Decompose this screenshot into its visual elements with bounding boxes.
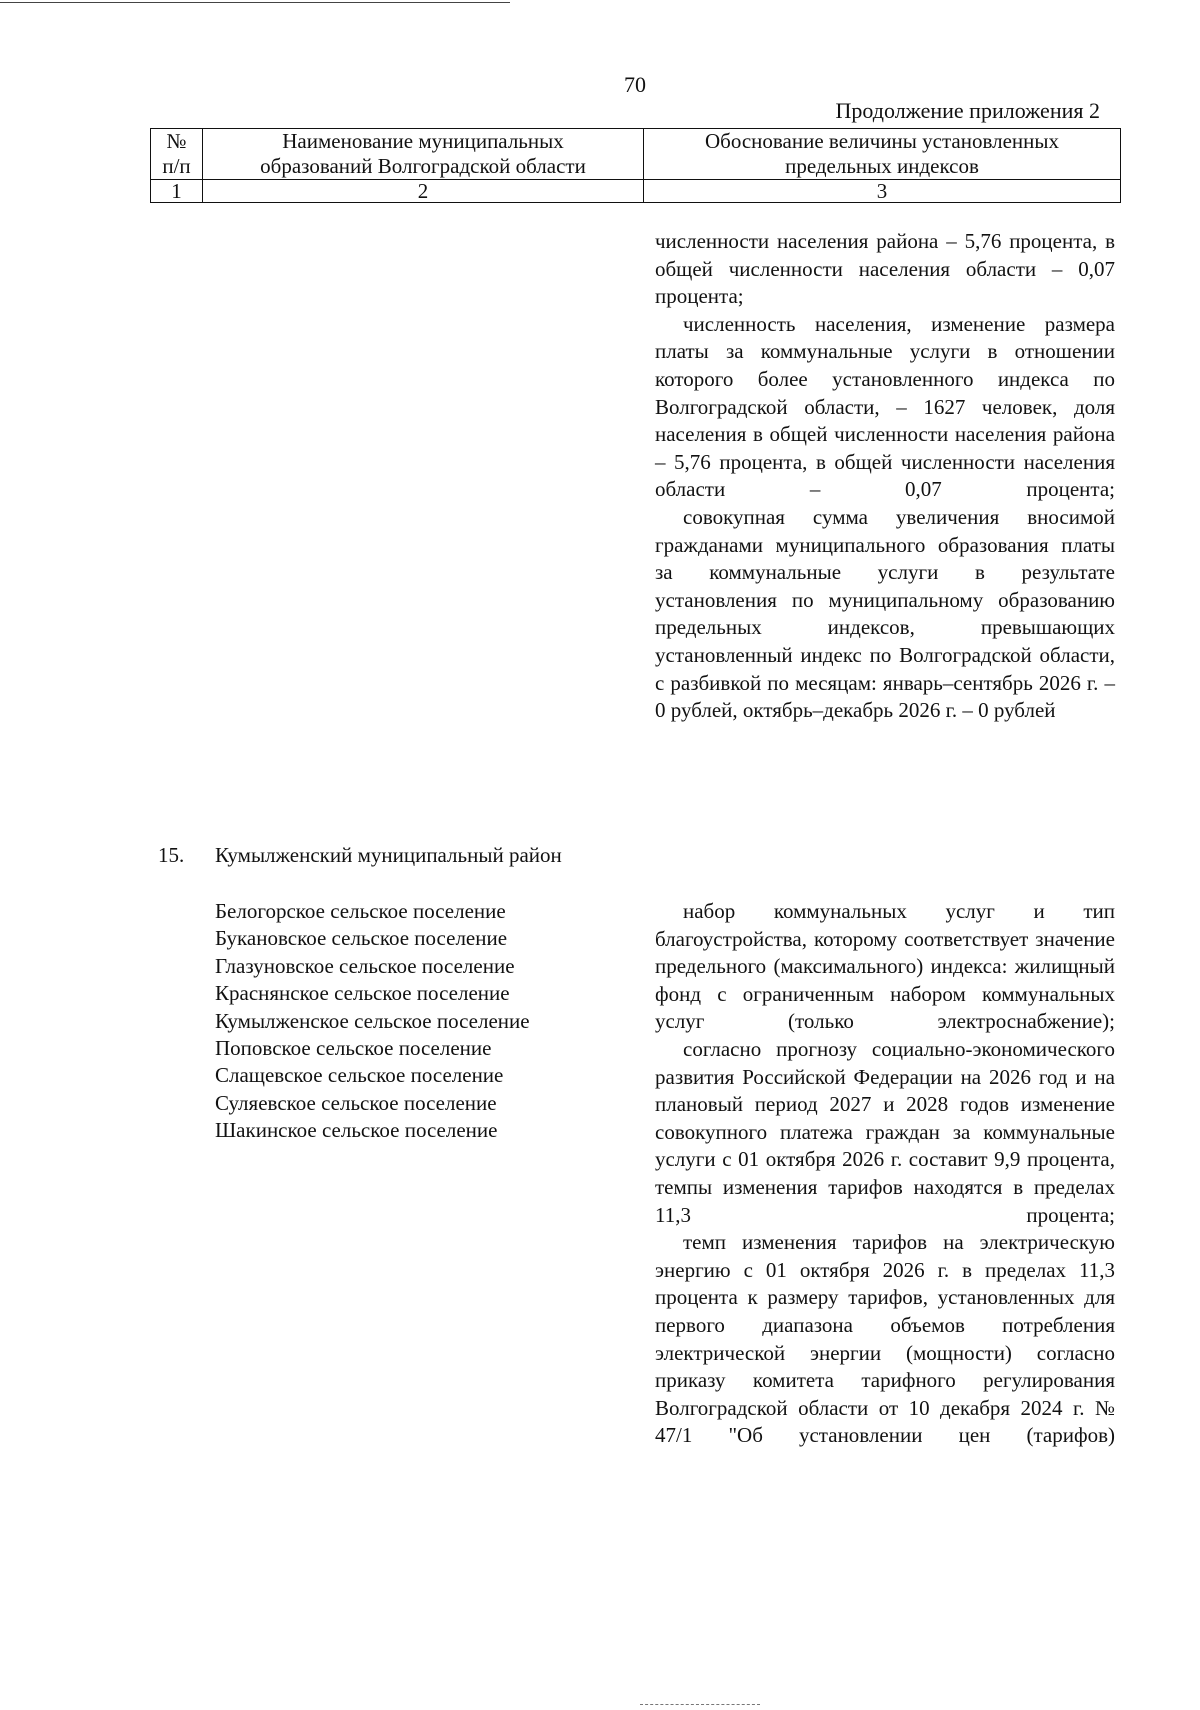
header-row — [151, 129, 1121, 180]
continuation-label: Продолжение приложения 2 — [835, 98, 1100, 123]
district-justification — [655, 898, 1115, 1450]
list-item: Букановское сельское поселение — [215, 926, 508, 951]
paragraph: набор коммунальных услуг и тип благоустройства, которому соответствует значение предельного (максимального) индекса: жилищный фонд с ограниченным набором коммунальных услуг (только электроснабжение); — [655, 899, 1115, 1034]
column-number-1: 1 — [151, 180, 203, 203]
list-item: Шакинское сельское поселение — [215, 1118, 498, 1143]
continued-justification — [655, 228, 1115, 725]
header-col-number: № п/п — [151, 129, 203, 180]
list-item: Кумылженское сельское поселение — [215, 1008, 530, 1033]
page-number: 70 — [624, 72, 646, 97]
row-number: 15. — [158, 843, 185, 867]
list-item: Суляевское сельское поселение — [215, 1090, 497, 1115]
paragraph: численности населения района – 5,76 процента, в общей численности населения области – 0,07 процента; — [655, 229, 1115, 309]
header-col-name: Наименование муниципальных образований Волгоградской области — [203, 129, 644, 180]
paragraph: согласно прогнозу социально-экономического развития Российской Федерации на 2026 год и на плановый период 2027 и 2028 годов изменение совокупного платежа граждан за коммунальные услуги с 01 октября 2026 г. составит 9,9 процента, темпы изменения тарифов находятся в пределах 11,3 процента; — [655, 1036, 1115, 1227]
scan-artifact-line — [0, 2, 510, 3]
list-item: Слащевское сельское поселение — [215, 1063, 504, 1088]
scan-artifact-line — [640, 1704, 760, 1707]
list-item: Поповское сельское поселение — [215, 1036, 492, 1061]
header-col-justification: Обоснование величины установленных предельных индексов — [644, 129, 1121, 180]
table-header — [150, 128, 1121, 203]
settlement-list — [215, 898, 530, 1145]
column-number-3: 3 — [644, 180, 1121, 203]
paragraph: совокупная сумма увеличения вносимой гражданами муниципального образования платы за коммунальные услуги в результате установления по муниципальному образованию предельных индексов, превышающих установленный индекс по Волгоградской области, с разбивкой по месяцам: январь–сентябрь 2026 г. – 0 рублей, октябрь–декабрь 2026 г. – 0 рублей — [655, 504, 1115, 723]
paragraph: численность населения, изменение размера платы за коммунальные услуги в отношении которого более установленного индекса по Волгоградской области, – 1627 человек, доля населения в общей численности населения района – 5,76 процента, в общей численности населения области – 0,07 процента; — [655, 311, 1115, 502]
column-number-2: 2 — [203, 180, 644, 203]
list-item: Глазуновское сельское поселение — [215, 953, 515, 978]
list-item: Белогорское сельское поселение — [215, 899, 506, 923]
list-item: Краснянское сельское поселение — [215, 981, 510, 1006]
paragraph: темп изменения тарифов на электрическую энергию с 01 октября 2026 г. в пределах 11,3 процента к размеру тарифов, установленных для первого диапазона объемов потребления электрической энергии (мощности) согласно приказу комитета тарифного регулирования Волгоградской области от 10 декабря 2024 г. № 47/1 "Об установлении цен (тарифов) — [655, 1230, 1115, 1448]
district-name: Кумылженский муниципальный район — [215, 843, 562, 867]
column-numbers-row — [151, 180, 1121, 203]
